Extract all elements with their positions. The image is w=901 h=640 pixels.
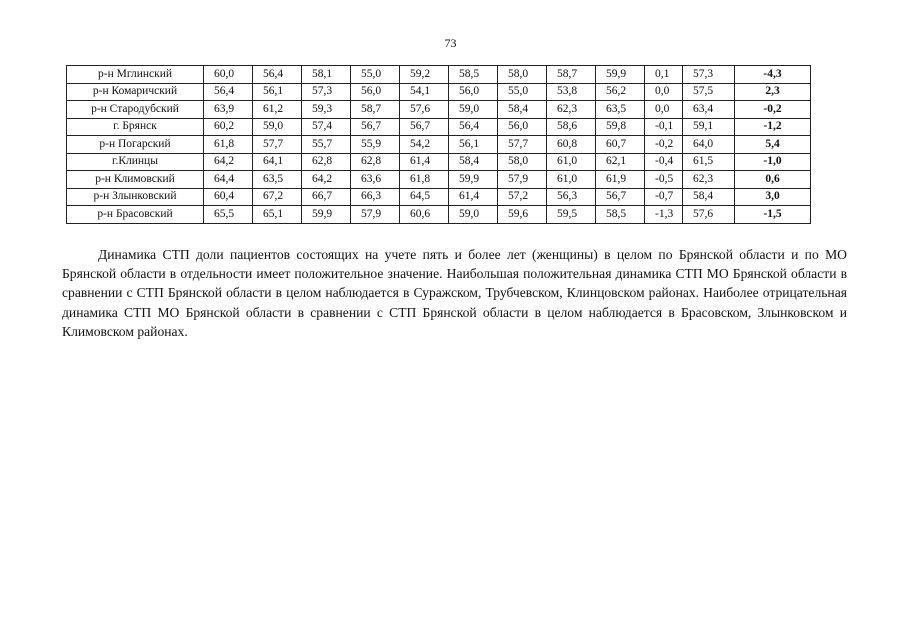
value-cell: 58,4: [498, 101, 547, 119]
value-cell: 59,0: [449, 206, 498, 224]
value-cell: 58,4: [449, 153, 498, 171]
value-cell: 58,5: [449, 66, 498, 84]
value-cell: 64,2: [204, 153, 253, 171]
body-paragraph: Динамика СТП доли пациентов состоящих на учете пять и более лет (женщины) в целом по Брянской области и по МО Брянской области в отдельности имеет положительное значение. Наибольшая положительная динамика СТП МО Брянской области в сравнении с СТП Брянской области в целом наблюдается в Суражском, Трубчевском, Клинцовском районах. Наиболее отрицательная динамика СТП МО Брянской области в сравнении с СТП Брянской области в целом наблюдается в Брасовском, Злынковском и Климовском районах.: [62, 247, 847, 339]
value-cell: 66,7: [302, 188, 351, 206]
value-cell: 0,0: [645, 101, 683, 119]
value-cell: 0,0: [645, 83, 683, 101]
value-cell: 67,2: [253, 188, 302, 206]
table-row: [67, 153, 811, 171]
value-cell: 54,1: [400, 83, 449, 101]
value-cell: 61,5: [683, 153, 735, 171]
value-cell: 57,6: [400, 101, 449, 119]
value-cell: 56,7: [596, 188, 645, 206]
value-cell: 64,1: [253, 153, 302, 171]
value-cell: 57,9: [351, 206, 400, 224]
value-cell: 58,7: [351, 101, 400, 119]
value-cell: 62,3: [683, 171, 735, 189]
value-cell: 63,5: [596, 101, 645, 119]
value-cell: 61,4: [449, 188, 498, 206]
dynamics-cell: -1,0: [735, 153, 811, 171]
value-cell: -0,5: [645, 171, 683, 189]
value-cell: 65,5: [204, 206, 253, 224]
table-row: [67, 83, 811, 101]
table-row: [67, 66, 811, 84]
value-cell: 58,4: [683, 188, 735, 206]
value-cell: 60,7: [596, 136, 645, 154]
value-cell: 62,8: [351, 153, 400, 171]
region-name-cell: р-н Комаричский: [67, 83, 204, 101]
value-cell: 63,4: [683, 101, 735, 119]
value-cell: 56,2: [596, 83, 645, 101]
value-cell: 60,0: [204, 66, 253, 84]
value-cell: 55,0: [498, 83, 547, 101]
value-cell: 56,4: [253, 66, 302, 84]
value-cell: 59,9: [596, 66, 645, 84]
value-cell: 55,7: [302, 136, 351, 154]
region-name-cell: р-н Брасовский: [67, 206, 204, 224]
value-cell: 62,8: [302, 153, 351, 171]
value-cell: 59,9: [449, 171, 498, 189]
value-cell: 56,1: [449, 136, 498, 154]
value-cell: 57,9: [498, 171, 547, 189]
value-cell: 64,0: [683, 136, 735, 154]
value-cell: 64,4: [204, 171, 253, 189]
value-cell: 58,5: [596, 206, 645, 224]
value-cell: 0,1: [645, 66, 683, 84]
dynamics-cell: -1,5: [735, 206, 811, 224]
value-cell: 61,8: [400, 171, 449, 189]
value-cell: 62,3: [547, 101, 596, 119]
dynamics-cell: -0,2: [735, 101, 811, 119]
table-body: [67, 66, 811, 224]
value-cell: 56,4: [204, 83, 253, 101]
dynamics-cell: 0,6: [735, 171, 811, 189]
table-row: [67, 101, 811, 119]
value-cell: 64,5: [400, 188, 449, 206]
value-cell: -1,3: [645, 206, 683, 224]
page-number: 73: [444, 36, 457, 50]
value-cell: 58,0: [498, 153, 547, 171]
value-cell: -0,2: [645, 136, 683, 154]
value-cell: 60,4: [204, 188, 253, 206]
value-cell: 61,0: [547, 153, 596, 171]
value-cell: 57,5: [683, 83, 735, 101]
region-name-cell: р-н Погарский: [67, 136, 204, 154]
region-name-cell: р-н Мглинский: [67, 66, 204, 84]
value-cell: 61,4: [400, 153, 449, 171]
value-cell: 56,7: [400, 118, 449, 136]
value-cell: 66,3: [351, 188, 400, 206]
value-cell: 57,7: [498, 136, 547, 154]
value-cell: 56,7: [351, 118, 400, 136]
table-row: [67, 171, 811, 189]
value-cell: -0,4: [645, 153, 683, 171]
value-cell: 59,9: [302, 206, 351, 224]
value-cell: 60,6: [400, 206, 449, 224]
value-cell: 54,2: [400, 136, 449, 154]
value-cell: 58,6: [547, 118, 596, 136]
value-cell: 59,3: [302, 101, 351, 119]
value-cell: 57,3: [302, 83, 351, 101]
dynamics-cell: 2,3: [735, 83, 811, 101]
table-row: [67, 188, 811, 206]
dynamics-cell: 5,4: [735, 136, 811, 154]
value-cell: 56,0: [449, 83, 498, 101]
dynamics-cell: 3,0: [735, 188, 811, 206]
value-cell: 56,3: [547, 188, 596, 206]
value-cell: 57,7: [253, 136, 302, 154]
value-cell: 60,8: [547, 136, 596, 154]
value-cell: 59,0: [253, 118, 302, 136]
value-cell: 55,0: [351, 66, 400, 84]
value-cell: 63,5: [253, 171, 302, 189]
value-cell: -0,7: [645, 188, 683, 206]
value-cell: 58,1: [302, 66, 351, 84]
value-cell: 64,2: [302, 171, 351, 189]
table-row: [67, 118, 811, 136]
value-cell: 61,9: [596, 171, 645, 189]
value-cell: 57,6: [683, 206, 735, 224]
value-cell: 59,8: [596, 118, 645, 136]
region-name-cell: р-н Климовский: [67, 171, 204, 189]
value-cell: 56,4: [449, 118, 498, 136]
value-cell: 55,9: [351, 136, 400, 154]
value-cell: 56,0: [351, 83, 400, 101]
value-cell: 59,1: [683, 118, 735, 136]
value-cell: 56,0: [498, 118, 547, 136]
statistics-table: [66, 65, 811, 224]
value-cell: 57,2: [498, 188, 547, 206]
value-cell: 56,1: [253, 83, 302, 101]
value-cell: 63,6: [351, 171, 400, 189]
value-cell: 61,2: [253, 101, 302, 119]
value-cell: 65,1: [253, 206, 302, 224]
dynamics-cell: -4,3: [735, 66, 811, 84]
value-cell: 62,1: [596, 153, 645, 171]
value-cell: 60,2: [204, 118, 253, 136]
dynamics-cell: -1,2: [735, 118, 811, 136]
value-cell: 61,0: [547, 171, 596, 189]
value-cell: 59,0: [449, 101, 498, 119]
value-cell: 58,0: [498, 66, 547, 84]
region-name-cell: р-н Злынковский: [67, 188, 204, 206]
value-cell: 61,8: [204, 136, 253, 154]
region-name-cell: р-н Стародубский: [67, 101, 204, 119]
value-cell: 59,2: [400, 66, 449, 84]
table-row: [67, 136, 811, 154]
value-cell: 57,4: [302, 118, 351, 136]
value-cell: 59,6: [498, 206, 547, 224]
value-cell: 63,9: [204, 101, 253, 119]
value-cell: 58,7: [547, 66, 596, 84]
region-name-cell: г. Брянск: [67, 118, 204, 136]
value-cell: -0,1: [645, 118, 683, 136]
table-row: [67, 206, 811, 224]
value-cell: 53,8: [547, 83, 596, 101]
value-cell: 59,5: [547, 206, 596, 224]
region-name-cell: г.Клинцы: [67, 153, 204, 171]
value-cell: 57,3: [683, 66, 735, 84]
